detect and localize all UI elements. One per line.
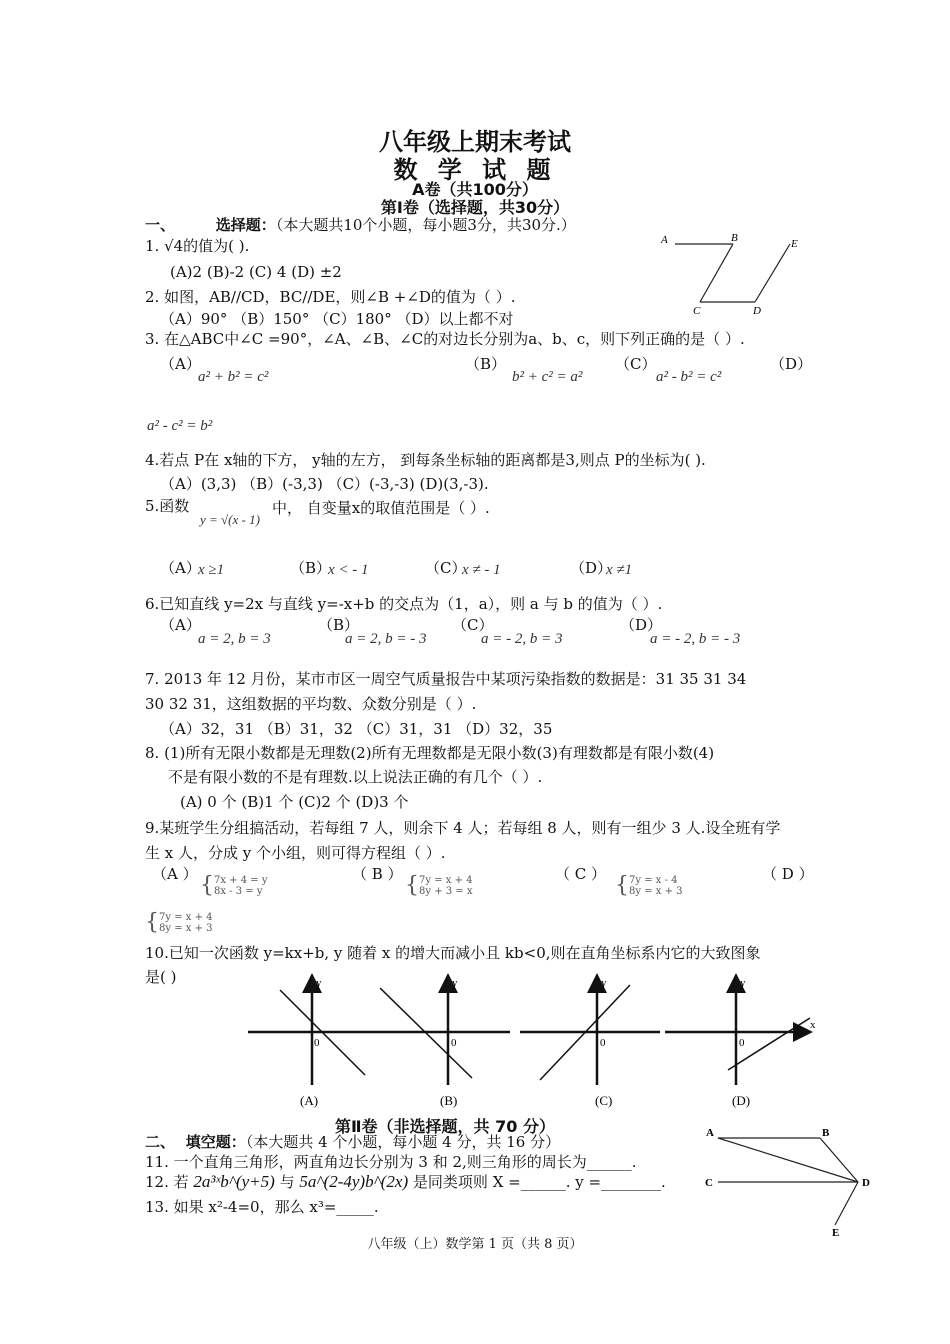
q9-system-a-eq2: 8x - 3 = y (214, 886, 263, 897)
section2-number: 二、 (145, 1133, 176, 1151)
q9-option-d: （ D ） (762, 865, 814, 883)
fig1-label-d: D (753, 305, 761, 317)
q9-system-b-eq1: 7y = x + 4 (419, 875, 473, 886)
q7-options: （A）32，31 （B）31，32 （C）31，31 （D）32，35 (160, 720, 553, 738)
section1-number: 一、 (145, 216, 176, 234)
graph-a-caption: (A) (300, 1093, 319, 1108)
q3-option-c: （C） (615, 355, 657, 373)
q10-line2: 是( ) (145, 968, 177, 986)
graph-c-origin: 0 (600, 1037, 606, 1049)
q7-line2: 30 32 31，这组数据的平均数、众数分别是（ ）. (145, 695, 477, 713)
graph-b (380, 977, 510, 1108)
q4-options: （A）(3,3) （B）(-3,3) （C）(-3,-3) (D)(3,-3). (160, 475, 489, 493)
section2-desc: （本大题共 4 个小题，每小题 4 分，共 16 分） (245, 1133, 561, 1151)
q6-formula-d: a = - 2, b = - 3 (650, 631, 741, 647)
fig1-label-e: E (791, 238, 798, 250)
subject-title: 数 学 试 题 (393, 156, 557, 184)
q12-suffix: 是同类项则 X =______. y =________. (412, 1173, 666, 1191)
exam-title: 八年级上期末考试 (379, 128, 571, 156)
q3-formula-c: a² - b² = c² (656, 369, 722, 385)
q8-options: (A) 0 个 (B)1 个 (C)2 个 (D)3 个 (180, 793, 409, 811)
q8-line1: 8. (1)所有无限小数都是无理数(2)所有无理数都是无限小数(3)有理数都是有限小数(4) (145, 744, 715, 762)
graph-d-y-label: y (740, 977, 746, 989)
q9-system-d-eq1: 7y = x + 4 (159, 912, 213, 923)
part2-title: 第Ⅱ卷（非选择题，共 70 分） (335, 1117, 555, 1136)
section1-heading (145, 215, 576, 235)
q3-option-a: （A） (160, 355, 201, 373)
q9-line2: 生 x 人，分成 y 个小组，则可得方程组（ ）. (145, 844, 446, 862)
q5-option-d: （D） (570, 559, 613, 577)
q5-formula-d: x ≠1 (606, 562, 633, 578)
q6-text: 6.已知直线 y=2x 与直线 y=-x+b 的交点为（1，a），则 a 与 b 的值为（ ）. (145, 595, 663, 613)
q5-option-c: （C） (425, 559, 467, 577)
q9-system-b: { 7y = x + 4 8y + 3 = x (405, 873, 473, 898)
graph-a (248, 977, 380, 1108)
graph-a-origin: 0 (314, 1037, 320, 1049)
page-footer: 八年级（上）数学第 1 页（共 8 页） (367, 1237, 583, 1252)
q6-formula-a: a = 2, b = 3 (198, 631, 271, 647)
q12-middle: 与 (279, 1173, 295, 1191)
q5-option-b: （B） (290, 559, 332, 577)
q5-function: y = √(x - 1) (200, 512, 260, 527)
q9-system-c-eq1: 7y = x - 4 (629, 875, 678, 886)
fig1-label-a: A (661, 234, 668, 246)
q9-option-a: （A ） (152, 865, 198, 883)
q9-system-c: { 7y = x - 4 8y = x + 3 (615, 873, 683, 898)
q2-text: 2. 如图，AB//CD，BC//DE，则∠B +∠D的值为（ ）. (145, 288, 516, 306)
q11-text: 11. 一个直角三角形，两直角边长分别为 3 和 2,则三角形的周长为______. (145, 1153, 637, 1171)
section2-heading (145, 1132, 560, 1152)
q10-line1: 10.已知一次函数 y=kx+b, y 随着 x 的增大而减小且 kb<0,则在直角坐标系内它的大致图象 (145, 944, 761, 962)
q9-option-c: （ C ） (555, 865, 607, 883)
q3-formula-b: b² + c² = a² (512, 369, 583, 385)
q3-option-b: （B） (465, 355, 507, 373)
q5-option-a: （A） (160, 559, 201, 577)
section2-name: 填空题： (185, 1133, 246, 1151)
q7-line1: 7. 2013 年 12 月份，某市市区一周空气质量报告中某项污染指数的数据是：31 35 31 34 (145, 670, 747, 688)
fig1-label-b: B (731, 232, 738, 244)
q9-system-b-eq2: 8y + 3 = x (419, 886, 473, 897)
fig2-label-d: D (862, 1177, 870, 1189)
fig2-label-e: E (832, 1227, 840, 1239)
q12-line (145, 1172, 666, 1192)
graph-b-origin: 0 (451, 1037, 457, 1049)
q12-term1: 2a³ˣb^(y+5) (193, 1172, 275, 1191)
graph-c (520, 977, 660, 1108)
angle-figure (700, 1120, 890, 1240)
q2-options: （A）90° （B）150° （C）180° （D）以上都不对 (160, 310, 514, 328)
graph-d-origin: 0 (739, 1037, 745, 1049)
q3-option-d: （D） (770, 355, 813, 373)
fig1-label-c: C (693, 305, 701, 317)
q6-formula-c: a = - 2, b = 3 (481, 631, 563, 647)
q3-text: 3. 在△ABC中∠C =90°，∠A、∠B、∠C的对边长分别为a、b、c，则下列正确的是（ ）. (145, 330, 745, 348)
q6-option-b: （B） (318, 616, 360, 634)
q9-system-d: { 7y = x + 4 8y = x + 3 (145, 910, 213, 935)
q5-text-start: 5.函数 (145, 497, 190, 515)
graph-a-y-label: y (316, 977, 322, 989)
q3-formula-a: a² + b² = c² (198, 369, 269, 385)
q9-system-d-eq2: 8y = x + 3 (159, 923, 213, 934)
q12-prefix: 12. 若 (145, 1173, 189, 1191)
q1-text: 1. √4的值为( ). (145, 237, 250, 255)
q5-formula-b: x < - 1 (328, 562, 369, 578)
q9-option-b: （ B ） (352, 865, 403, 883)
graph-b-caption: (B) (440, 1093, 458, 1108)
section1-name: 选择题： (215, 216, 276, 234)
q9-system-a: { 7x + 4 = y 8x - 3 = y (200, 873, 268, 898)
volume-title: A卷（共100分） (412, 180, 538, 199)
graph-b-y-label: y (452, 977, 458, 989)
q8-line2: 不是有限小数的不是有理数.以上说法正确的有几个（ ）. (168, 768, 543, 786)
section1-desc: （本大题共10个小题，每小题3分，共30分.） (275, 216, 576, 234)
q9-line1: 9.某班学生分组搞活动，若每组 7 人，则余下 4 人；若每组 8 人，则有一组少 3 人.设全班有学 (145, 819, 781, 837)
parallel-lines-figure (655, 230, 805, 320)
q10-graphs (240, 970, 830, 1115)
q9-system-a-eq1: 7x + 4 = y (214, 875, 268, 886)
q6-formula-b: a = 2, b = - 3 (345, 631, 427, 647)
graph-d (665, 977, 816, 1108)
q5-text-end: 中， 自变量x的取值范围是（ ）. (272, 499, 490, 517)
fig2-label-a: A (706, 1127, 714, 1139)
q5-formula-a: x ≥1 (198, 562, 225, 578)
graph-d-caption: (D) (732, 1093, 751, 1108)
part1-title: 第Ⅰ卷（选择题，共30分） (380, 198, 570, 217)
fig2-label-b: B (822, 1127, 830, 1139)
fig2-label-c: C (705, 1177, 713, 1189)
q6-option-c: （C） (452, 616, 494, 634)
q6-option-a: （A） (160, 616, 201, 634)
q3-formula-d: a² - c² = b² (147, 418, 213, 434)
graph-c-caption: (C) (595, 1093, 613, 1108)
graph-d-x-label: x (810, 1019, 816, 1031)
q5-formula-c: x ≠ - 1 (462, 562, 501, 578)
q13-text: 13. 如果 x²-4=0，那么 x³=_____. (145, 1198, 379, 1216)
q12-term2: 5a^(2-4y)b^(2x) (299, 1172, 409, 1191)
q1-options: (A)2 (B)-2 (C) 4 (D) ±2 (170, 263, 342, 281)
q4-text: 4.若点 P在 x轴的下方， y轴的左方， 到每条坐标轴的距离都是3,则点 P的坐标为( ). (145, 451, 706, 469)
q6-option-d: （D） (620, 616, 663, 634)
graph-c-y-label: y (601, 977, 607, 989)
q9-system-c-eq2: 8y = x + 3 (629, 886, 683, 897)
